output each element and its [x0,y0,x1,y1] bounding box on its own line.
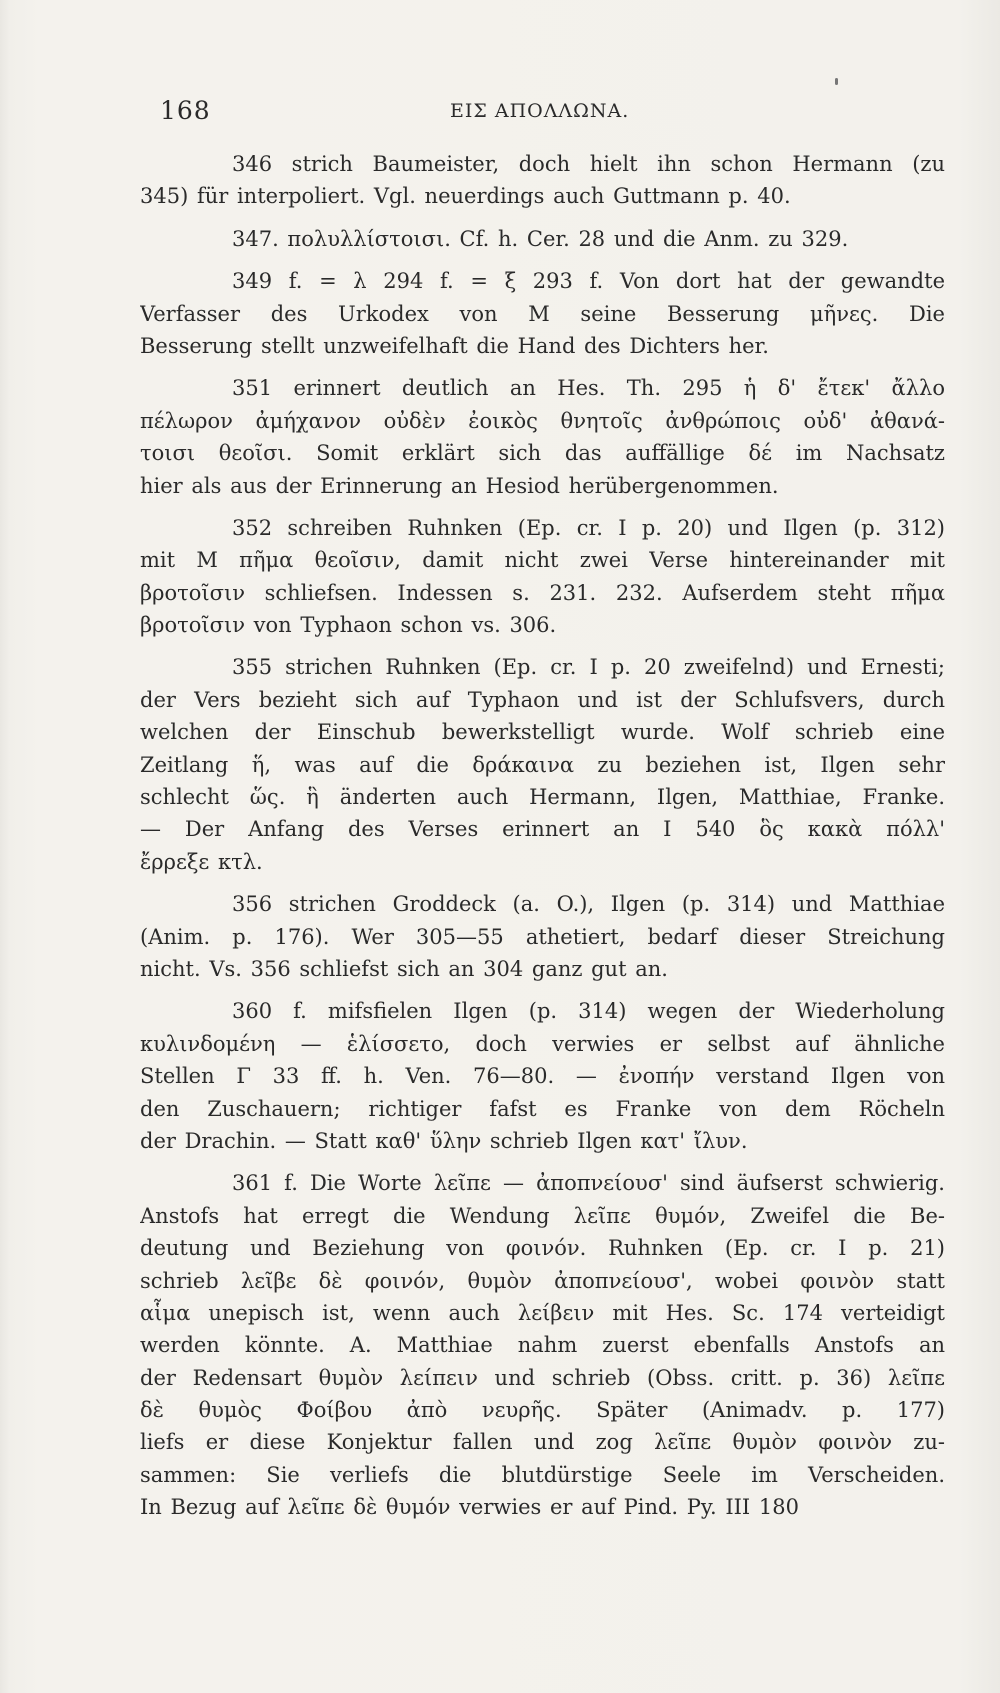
text-line: δὲ θυμὸς Φοίβου ἀπὸ νευρῆς. Später (Animadv. p. 177) [140,1398,945,1423]
commentary-paragraph [140,651,945,878]
commentary-text [140,148,945,1534]
text-line: den Zuschauern; richtiger fafst es Franke von dem Röcheln [140,1096,945,1121]
text-line: Stellen Γ 33 ff. h. Ven. 76—80. — ἐνοπήν verstand Ilgen von [140,1064,945,1089]
text-line: — Der Anfang des Verses erinnert an I 540 ὃς κακὰ πόλλ' [140,817,945,842]
text-line: βροτοῖσιν schliefsen. Indessen s. 231. 232. Aufserdem steht πῆμα [140,580,945,605]
commentary-paragraph [140,223,945,255]
page-number: 168 [160,96,211,125]
text-line: 361 f. Die Worte λεῖπε — ἀποπνείουσ' sind äufserst schwierig. [232,1171,945,1196]
text-line: schlecht ὥς. ἣ änderten auch Hermann, Ilgen, Matthiae, Franke. [140,785,945,810]
text-line: hier als aus der Erinnerung an Hesiod herübergenommen. [140,473,779,498]
text-line: 345) für interpoliert. Vgl. neuerdings auch Guttmann p. 40. [140,184,791,209]
text-line: τοισι θεοῖσι. Somit erklärt sich das auffällige δέ im Nachsatz [140,441,945,466]
text-line: βροτοῖσιν von Typhaon schon vs. 306. [140,613,557,638]
text-line: πέλωρον ἀμήχανον οὐδὲν ἐοικὸς θνητοῖς ἀνθρώποις οὐδ' ἀθανά- [140,408,945,433]
text-line: 352 schreiben Ruhnken (Ep. cr. I p. 20) und Ilgen (p. 312) [232,515,945,540]
text-line: nicht. Vs. 356 schliefst sich an 304 ganz gut an. [140,956,668,981]
text-line: Verfasser des Urkodex von M seine Besserung μῆνες. Die [140,301,945,326]
text-line: 356 strichen Groddeck (a. O.), Ilgen (p. 314) und Matthiae [232,892,945,917]
running-title: ΕΙΣ ΑΠΟΛΛΩΝΑ. [450,100,630,122]
text-line: welchen der Einschub bewerkstelligt wurde. Wolf schrieb eine [140,720,945,745]
text-line: 360 f. mifsfielen Ilgen (p. 314) wegen der Wiederholung [232,999,945,1024]
text-line: αἷμα unepisch ist, wenn auch λείβειν mit Hes. Sc. 174 verteidigt [140,1300,945,1325]
text-line: Anstofs hat erregt die Wendung λεῖπε θυμόν, Zweifel die Be- [140,1203,945,1228]
text-line: 355 strichen Ruhnken (Ep. cr. I p. 20 zweifelnd) und Ernesti; [232,655,945,680]
text-line: der Redensart θυμὸν λείπειν und schrieb (Obss. critt. p. 36) λεῖπε [140,1365,945,1390]
commentary-paragraph [140,372,945,502]
text-line: ἔρρεξε κτλ. [140,849,263,874]
text-line: Besserung stellt unzweifelhaft die Hand des Dichters her. [140,333,769,358]
text-line: der Vers bezieht sich auf Typhaon und ist der Schlufsvers, durch [140,687,945,712]
text-line: (Anim. p. 176). Wer 305—55 athetiert, bedarf dieser Streichung [140,924,945,949]
text-line: mit M πῆμα θεοῖσιν, damit nicht zwei Verse hintereinander mit [140,548,945,573]
text-line: schrieb λεῖβε δὲ φοινόν, θυμὸν ἀποπνείουσ', wobei φοινὸν statt [140,1268,945,1293]
commentary-paragraph [140,1167,945,1523]
commentary-paragraph [140,265,945,362]
commentary-paragraph [140,512,945,642]
text-line: 347. πολυλλίστοισι. Cf. h. Cer. 28 und die Anm. zu 329. [232,226,849,251]
text-line: Zeitlang ἥ, was auf die δράκαινα zu beziehen ist, Ilgen sehr [140,752,945,777]
commentary-paragraph [140,888,945,985]
text-line: In Bezug auf λεῖπε δὲ θυμόν verwies er auf Pind. Py. III 180 [140,1495,799,1520]
text-line: werden könnte. A. Matthiae nahm zuerst ebenfalls Anstofs an [140,1333,945,1358]
page-header [160,96,940,130]
commentary-paragraph [140,995,945,1157]
text-line: deutung und Beziehung von φοινόν. Ruhnken (Ep. cr. I p. 21) [140,1236,945,1261]
commentary-paragraph [140,148,945,213]
text-line: κυλινδομένη — ἑλίσσετο, doch verwies er selbst auf ähnliche [140,1031,945,1056]
text-line: sammen: Sie verliefs die blutdürstige Seele im Verscheiden. [140,1462,945,1487]
text-line: 346 strich Baumeister, doch hielt ihn schon Hermann (zu [232,152,945,176]
text-line: 351 erinnert deutlich an Hes. Th. 295 ἡ δ' ἔτεκ' ἄλλο [232,376,945,401]
ink-speck [835,78,838,85]
text-line: der Drachin. — Statt καθ' ὕλην schrieb Ilgen κατ' ἴλυν. [140,1128,748,1153]
text-line: liefs er diese Konjektur fallen und zog λεῖπε θυμὸν φοινὸν zu- [140,1430,945,1455]
text-line: 349 f. = λ 294 f. = ξ 293 f. Von dort hat der gewandte [232,269,945,294]
